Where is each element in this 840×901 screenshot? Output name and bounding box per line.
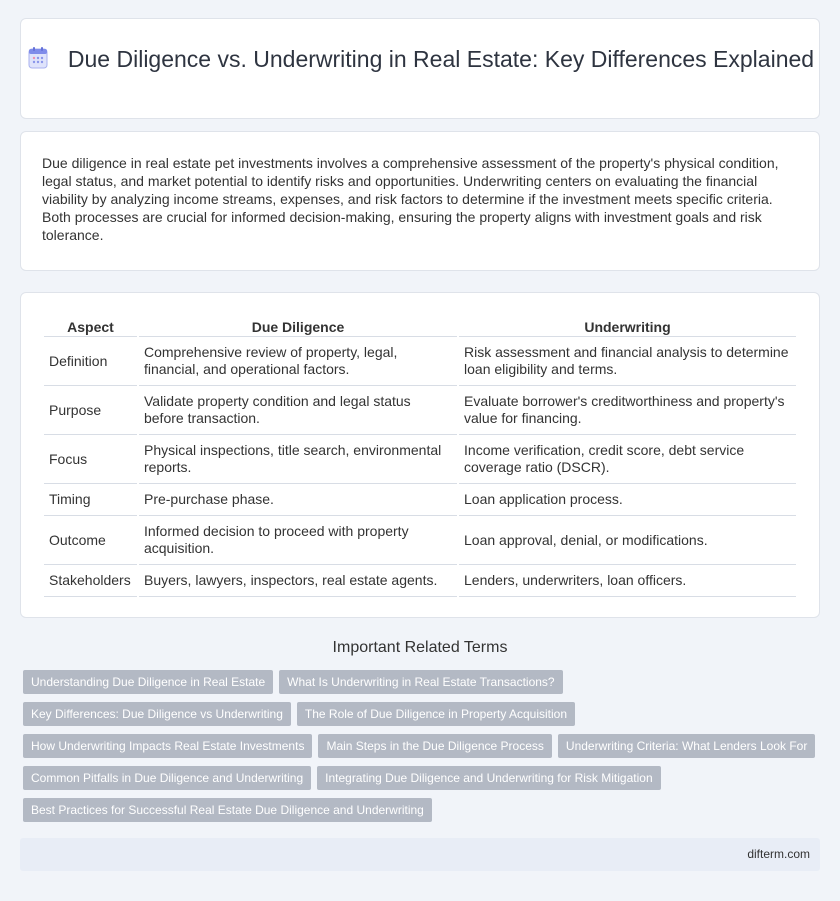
table-cell: Loan approval, denial, or modifications.	[459, 516, 796, 565]
table-cell: Physical inspections, title search, environmental reports.	[139, 435, 457, 484]
related-term-tag[interactable]: Integrating Due Diligence and Underwriting for Risk Mitigation	[317, 766, 661, 790]
header-card	[20, 18, 820, 119]
table-cell-aspect: Outcome	[44, 516, 137, 565]
page-title-text: Due Diligence vs. Underwriting in Real Estate: Key Differences Explained	[67, 46, 815, 72]
table-cell: Comprehensive review of property, legal, financial, and operational factors.	[139, 337, 457, 386]
intro-card	[20, 131, 820, 271]
table-cell: Loan application process.	[459, 484, 796, 516]
column-header: Due Diligence	[139, 314, 457, 337]
table-cell-aspect: Timing	[44, 484, 137, 516]
related-term-tag[interactable]: Key Differences: Due Diligence vs Underwriting	[23, 702, 291, 726]
table-cell: Buyers, lawyers, inspectors, real estate agents.	[139, 565, 457, 597]
related-terms-list	[23, 670, 823, 830]
table-row	[44, 565, 796, 597]
comparison-table	[42, 314, 798, 597]
document-calendar-icon	[26, 46, 50, 70]
table-cell: Pre-purchase phase.	[139, 484, 457, 516]
table-row	[44, 516, 796, 565]
table-header-row	[44, 314, 796, 337]
table-cell-aspect: Purpose	[44, 386, 137, 435]
footer-site-link[interactable]: difterm.com	[747, 847, 810, 861]
table-row	[44, 386, 796, 435]
intro-paragraph: Due diligence in real estate pet investments involves a comprehensive assessment of the property's physical condition, legal status, and market potential to identify risks and opportunities. Underwriting centers on evaluating the financial viability by analyzing income streams, expenses, and risk factors to determine if the investment meets specific criteria. Both processes are crucial for informed decision-making, ensuring the property aligns with investment goals and risk tolerance.	[42, 155, 779, 243]
related-term-tag[interactable]: Main Steps in the Due Diligence Process	[318, 734, 551, 758]
table-row	[44, 435, 796, 484]
table-cell: Risk assessment and financial analysis to determine loan eligibility and terms.	[459, 337, 796, 386]
related-term-tag[interactable]: Common Pitfalls in Due Diligence and Underwriting	[23, 766, 311, 790]
column-header: Aspect	[44, 314, 137, 337]
table-cell: Income verification, credit score, debt service coverage ratio (DSCR).	[459, 435, 796, 484]
table-cell-aspect: Stakeholders	[44, 565, 137, 597]
table-cell-aspect: Focus	[44, 435, 137, 484]
table-cell: Validate property condition and legal status before transaction.	[139, 386, 457, 435]
related-term-tag[interactable]: Best Practices for Successful Real Estate Due Diligence and Underwriting	[23, 798, 432, 822]
related-term-tag[interactable]: How Underwriting Impacts Real Estate Investments	[23, 734, 312, 758]
column-header: Underwriting	[459, 314, 796, 337]
related-term-tag[interactable]: Understanding Due Diligence in Real Estate	[23, 670, 273, 694]
comparison-table-card	[20, 292, 820, 618]
related-terms-title: Important Related Terms	[332, 639, 508, 656]
related-term-tag[interactable]: The Role of Due Diligence in Property Acquisition	[297, 702, 575, 726]
table-cell: Evaluate borrower's creditworthiness and property's value for financing.	[459, 386, 796, 435]
table-row	[44, 484, 796, 516]
table-cell: Lenders, underwriters, loan officers.	[459, 565, 796, 597]
table-row	[44, 337, 796, 386]
related-term-tag[interactable]: What Is Underwriting in Real Estate Transactions?	[279, 670, 562, 694]
table-cell: Informed decision to proceed with property acquisition.	[139, 516, 457, 565]
footer	[20, 838, 820, 871]
page-title	[21, 45, 819, 74]
related-term-tag[interactable]: Underwriting Criteria: What Lenders Look For	[558, 734, 815, 758]
table-cell-aspect: Definition	[44, 337, 137, 386]
